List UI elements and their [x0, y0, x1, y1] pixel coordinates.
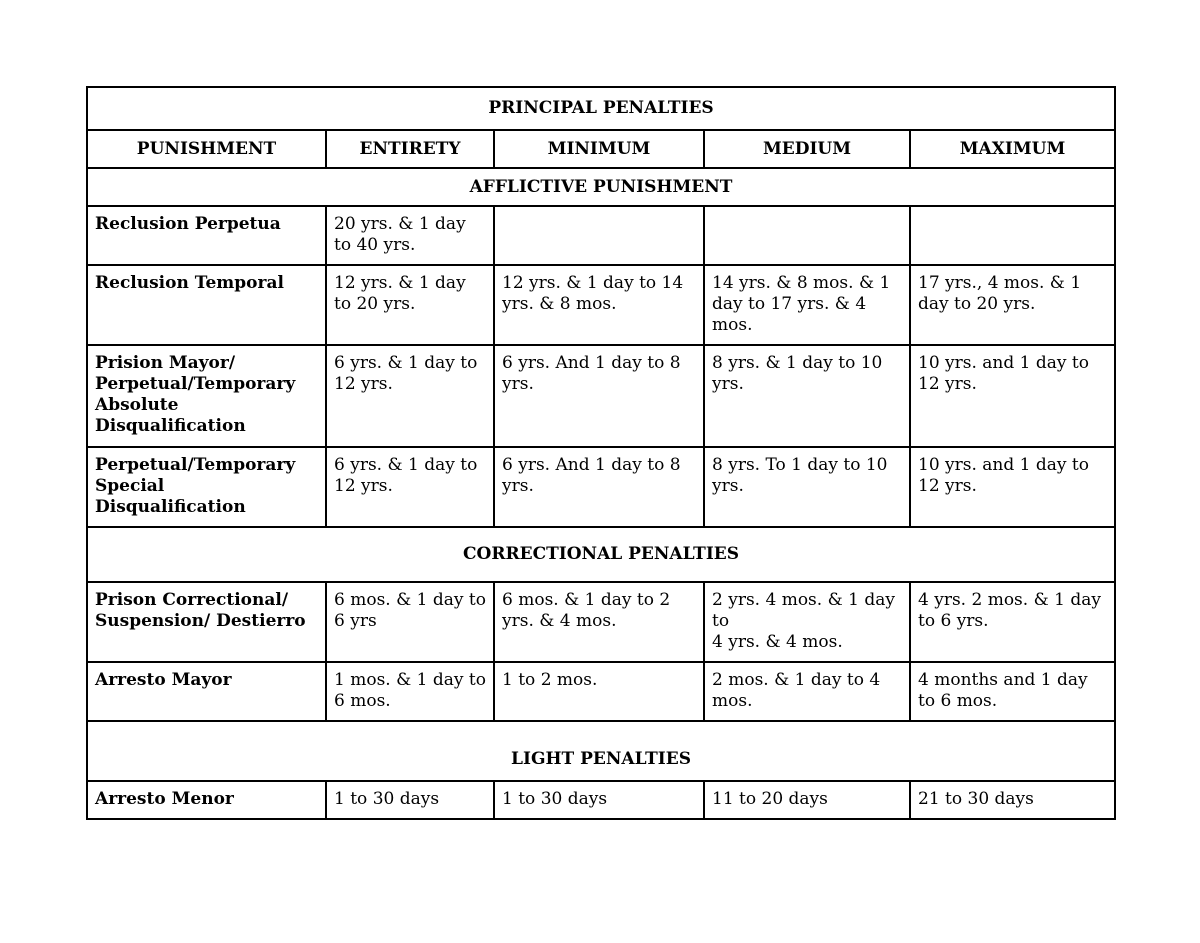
punishment-cell: Arresto Mayor — [87, 662, 326, 721]
section-heading-light: LIGHT PENALTIES — [87, 721, 1115, 781]
table-title: PRINCIPAL PENALTIES — [87, 87, 1115, 130]
punishment-cell: Reclusion Temporal — [87, 265, 326, 345]
maximum-cell: 21 to 30 days — [910, 781, 1115, 819]
entirety-cell: 1 to 30 days — [326, 781, 494, 819]
table-row — [87, 206, 1115, 265]
maximum-cell: 4 months and 1 day to 6 mos. — [910, 662, 1115, 721]
table-row — [87, 781, 1115, 819]
table-row — [87, 447, 1115, 527]
medium-cell: 11 to 20 days — [704, 781, 910, 819]
penalties-table — [86, 86, 1116, 820]
section-heading-afflictive: AFFLICTIVE PUNISHMENT — [87, 168, 1115, 206]
table-row — [87, 662, 1115, 721]
punishment-cell: Perpetual/Temporary Special Disqualification — [87, 447, 326, 527]
medium-cell: 8 yrs. To 1 day to 10 yrs. — [704, 447, 910, 527]
column-header-minimum: MINIMUM — [494, 130, 704, 168]
section-heading-row — [87, 168, 1115, 206]
medium-cell: 2 mos. & 1 day to 4 mos. — [704, 662, 910, 721]
maximum-cell: 17 yrs., 4 mos. & 1 day to 20 yrs. — [910, 265, 1115, 345]
maximum-cell: 4 yrs. 2 mos. & 1 day to 6 yrs. — [910, 582, 1115, 662]
minimum-cell: 6 yrs. And 1 day to 8 yrs. — [494, 447, 704, 527]
punishment-cell: Prison Correctional/ Suspension/ Destierro — [87, 582, 326, 662]
maximum-cell — [910, 206, 1115, 265]
medium-cell: 2 yrs. 4 mos. & 1 day to 4 yrs. & 4 mos. — [704, 582, 910, 662]
table-row — [87, 582, 1115, 662]
table-row — [87, 265, 1115, 345]
entirety-cell: 6 mos. & 1 day to 6 yrs — [326, 582, 494, 662]
entirety-cell: 20 yrs. & 1 day to 40 yrs. — [326, 206, 494, 265]
entirety-cell: 6 yrs. & 1 day to 12 yrs. — [326, 345, 494, 447]
minimum-cell: 6 mos. & 1 day to 2 yrs. & 4 mos. — [494, 582, 704, 662]
title-row — [87, 87, 1115, 130]
punishment-cell: Reclusion Perpetua — [87, 206, 326, 265]
minimum-cell: 12 yrs. & 1 day to 14 yrs. & 8 mos. — [494, 265, 704, 345]
maximum-cell: 10 yrs. and 1 day to 12 yrs. — [910, 345, 1115, 447]
medium-cell: 14 yrs. & 8 mos. & 1 day to 17 yrs. & 4 mos. — [704, 265, 910, 345]
punishment-cell: Prision Mayor/ Perpetual/Temporary Absolute Disqualification — [87, 345, 326, 447]
section-heading-row — [87, 721, 1115, 781]
entirety-cell: 1 mos. & 1 day to 6 mos. — [326, 662, 494, 721]
minimum-cell — [494, 206, 704, 265]
maximum-cell: 10 yrs. and 1 day to 12 yrs. — [910, 447, 1115, 527]
section-heading-correctional: CORRECTIONAL PENALTIES — [87, 527, 1115, 582]
medium-cell — [704, 206, 910, 265]
entirety-cell: 6 yrs. & 1 day to 12 yrs. — [326, 447, 494, 527]
column-header-medium: MEDIUM — [704, 130, 910, 168]
table-row — [87, 345, 1115, 447]
column-header-entirety: ENTIRETY — [326, 130, 494, 168]
minimum-cell: 6 yrs. And 1 day to 8 yrs. — [494, 345, 704, 447]
column-header-maximum: MAXIMUM — [910, 130, 1115, 168]
entirety-cell: 12 yrs. & 1 day to 20 yrs. — [326, 265, 494, 345]
column-header-punishment: PUNISHMENT — [87, 130, 326, 168]
minimum-cell: 1 to 2 mos. — [494, 662, 704, 721]
section-heading-row — [87, 527, 1115, 582]
medium-cell: 8 yrs. & 1 day to 10 yrs. — [704, 345, 910, 447]
column-header-row — [87, 130, 1115, 168]
punishment-cell: Arresto Menor — [87, 781, 326, 819]
minimum-cell: 1 to 30 days — [494, 781, 704, 819]
